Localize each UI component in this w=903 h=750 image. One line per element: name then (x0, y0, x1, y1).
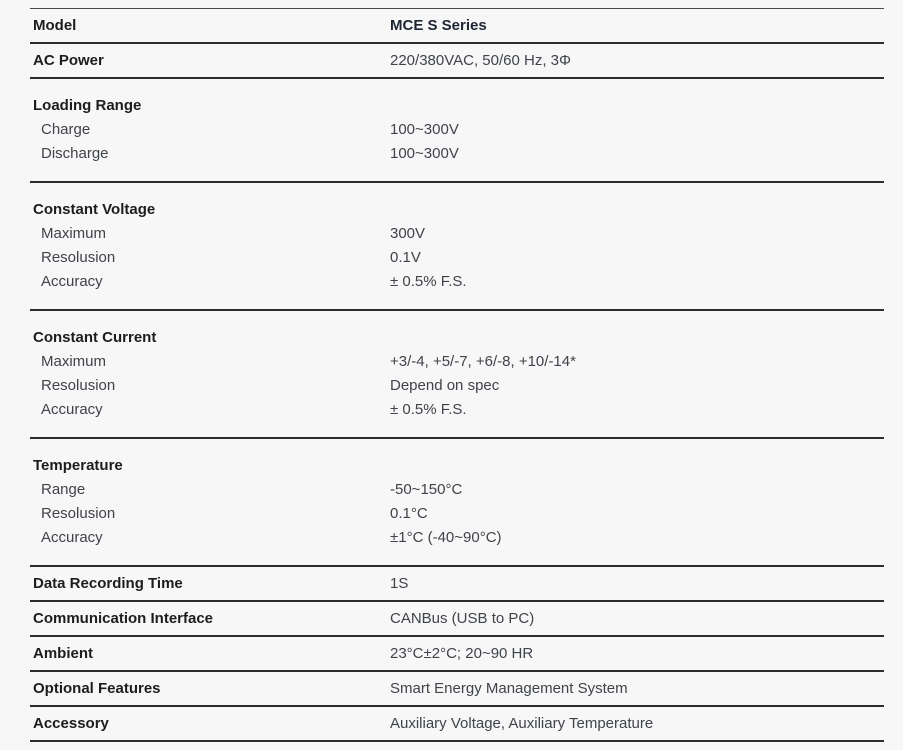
spec-row (30, 567, 884, 602)
spec-row-label: Accessory (33, 715, 109, 732)
spec-row-value: 1S (390, 575, 409, 592)
spec-sub-value: ± 0.5% F.S. (390, 272, 467, 290)
spec-section-title: Constant Current (33, 328, 157, 346)
spec-sub-label: Resolusion (41, 376, 116, 394)
spec-sub-label: Resolusion (41, 504, 116, 522)
spec-sub-value: 100~300V (390, 120, 459, 138)
spec-section-title: Temperature (33, 456, 123, 474)
spec-row-value: 220/380VAC, 50/60 Hz, 3Φ (390, 52, 571, 69)
spec-sub-label: Accuracy (41, 272, 103, 290)
spec-sub-row (30, 245, 884, 269)
spec-table (30, 8, 884, 742)
spec-sub-row (30, 397, 884, 421)
spec-row-label: AC Power (33, 52, 104, 69)
spec-sub-row (30, 525, 884, 549)
spec-sub-row (30, 269, 884, 293)
spec-sub-row (30, 221, 884, 245)
spec-sub-label: Maximum (41, 352, 107, 370)
spec-section-title: Constant Voltage (33, 200, 156, 218)
spec-sub-value: -50~150°C (390, 480, 463, 498)
spec-section-title: Loading Range (33, 96, 142, 114)
spec-sub-value: Depend on spec (390, 376, 500, 394)
spec-section (30, 439, 884, 567)
spec-sub-value: 0.1V (390, 248, 421, 266)
spec-row (30, 637, 884, 672)
spec-sub-value: ± 0.5% F.S. (390, 400, 467, 418)
spec-sub-label: Resolusion (41, 248, 116, 266)
spec-row (30, 602, 884, 637)
spec-sub-label: Accuracy (41, 528, 103, 546)
spec-sub-row (30, 477, 884, 501)
spec-row-label: Data Recording Time (33, 575, 183, 592)
spec-sub-row (30, 373, 884, 397)
spec-sub-label: Range (41, 480, 86, 498)
spec-row-value: Smart Energy Management System (390, 680, 628, 697)
spec-section (30, 183, 884, 311)
spec-sub-value: 100~300V (390, 144, 459, 162)
spec-row-label: Ambient (33, 645, 93, 662)
spec-sub-label: Discharge (41, 144, 109, 162)
spec-sub-label: Accuracy (41, 400, 103, 418)
spec-section (30, 311, 884, 439)
spec-sub-value: +3/-4, +5/-7, +6/-8, +10/-14* (390, 352, 576, 370)
spec-sub-row (30, 501, 884, 525)
spec-row-value: Auxiliary Voltage, Auxiliary Temperature (390, 715, 654, 732)
spec-sub-row (30, 349, 884, 373)
spec-row-value: CANBus (USB to PC) (390, 610, 535, 627)
spec-sub-row (30, 141, 884, 165)
spec-row (30, 44, 884, 79)
spec-row-label: Optional Features (33, 680, 161, 697)
spec-row (30, 672, 884, 707)
spec-row-label: Model (33, 17, 77, 34)
spec-row-label: Communication Interface (33, 610, 214, 627)
spec-sub-value: ±1°C (-40~90°C) (390, 528, 502, 546)
spec-section (30, 79, 884, 183)
spec-sub-row (30, 117, 884, 141)
spec-row-value: MCE S Series (390, 17, 487, 34)
spec-sub-label: Maximum (41, 224, 107, 242)
spec-row (30, 707, 884, 742)
spec-row (30, 9, 884, 44)
spec-sub-value: 300V (390, 224, 426, 242)
spec-row-value: 23°C±2°C; 20~90 HR (390, 645, 534, 662)
spec-sub-label: Charge (41, 120, 91, 138)
spec-sub-value: 0.1°C (390, 504, 428, 522)
